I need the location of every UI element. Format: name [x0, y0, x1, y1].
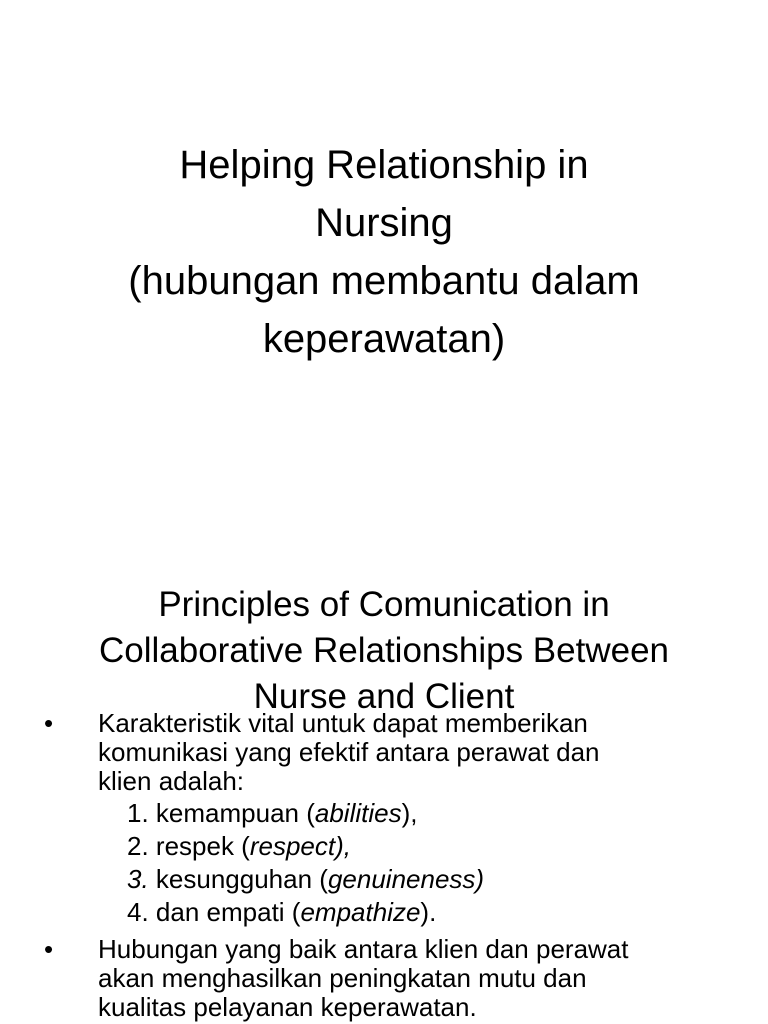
characteristics-list [127, 798, 734, 927]
bullet-text [98, 709, 734, 796]
list-item-number: 1. [127, 798, 149, 828]
list-item-text: dan empati ( [155, 897, 301, 927]
slide-2-title-line: Collaborative Relationships Between [98, 631, 670, 670]
slide-2-body [44, 709, 734, 1024]
slide-1-title-line: keperawatan) [262, 317, 506, 361]
list-item-tail: ). [420, 897, 437, 927]
list-item-text: respek ( [155, 831, 250, 861]
list-item-number: 3. [127, 864, 149, 894]
list-item-term: respect), [249, 831, 351, 861]
bullet-marker: • [44, 934, 54, 964]
bullet-text-line: komunikasi yang efektif antara perawat dan [98, 737, 600, 767]
slide-1-title-line: Nursing [315, 201, 453, 245]
bullet-text-line: klien adalah: [98, 766, 244, 796]
slide-1-title-line: Helping Relationship in [179, 143, 589, 187]
bullet-text [98, 935, 734, 1022]
list-item-number: 4. [127, 897, 149, 927]
slide-2 [0, 512, 768, 1024]
bullet-text-line: akan menghasilkan peningkatan mutu dan [98, 963, 587, 993]
bullet-text-line: Karakteristik vital untuk dapat memberikan [98, 708, 588, 738]
list-item [127, 864, 734, 894]
bullet-marker: • [44, 708, 54, 738]
bullet-item [44, 935, 734, 1022]
slide-2-title-line: Nurse and Client [253, 677, 515, 716]
slide-1-title [0, 136, 768, 368]
list-item-text: kemampuan ( [155, 798, 315, 828]
bullet-text-line: Hubungan yang baik antara klien dan perawat [98, 934, 629, 964]
list-item [127, 831, 734, 861]
list-item-number: 2. [127, 831, 149, 861]
list-item-tail: ), [401, 798, 418, 828]
slide-2-title [0, 582, 768, 720]
list-item-term: abilities [314, 798, 402, 828]
list-item-text: kesungguhan ( [155, 864, 328, 894]
list-item-term: genuineness) [327, 864, 485, 894]
slide-2-title-line: Principles of Comunication in [158, 585, 610, 624]
slide-1-title-line: (hubungan membantu dalam [128, 259, 640, 303]
list-item [127, 798, 734, 828]
list-item-term: empathize [300, 897, 421, 927]
list-item [127, 897, 734, 927]
bullet-item [44, 709, 734, 927]
bullet-text-line: kualitas pelayanan keperawatan. [98, 992, 477, 1022]
